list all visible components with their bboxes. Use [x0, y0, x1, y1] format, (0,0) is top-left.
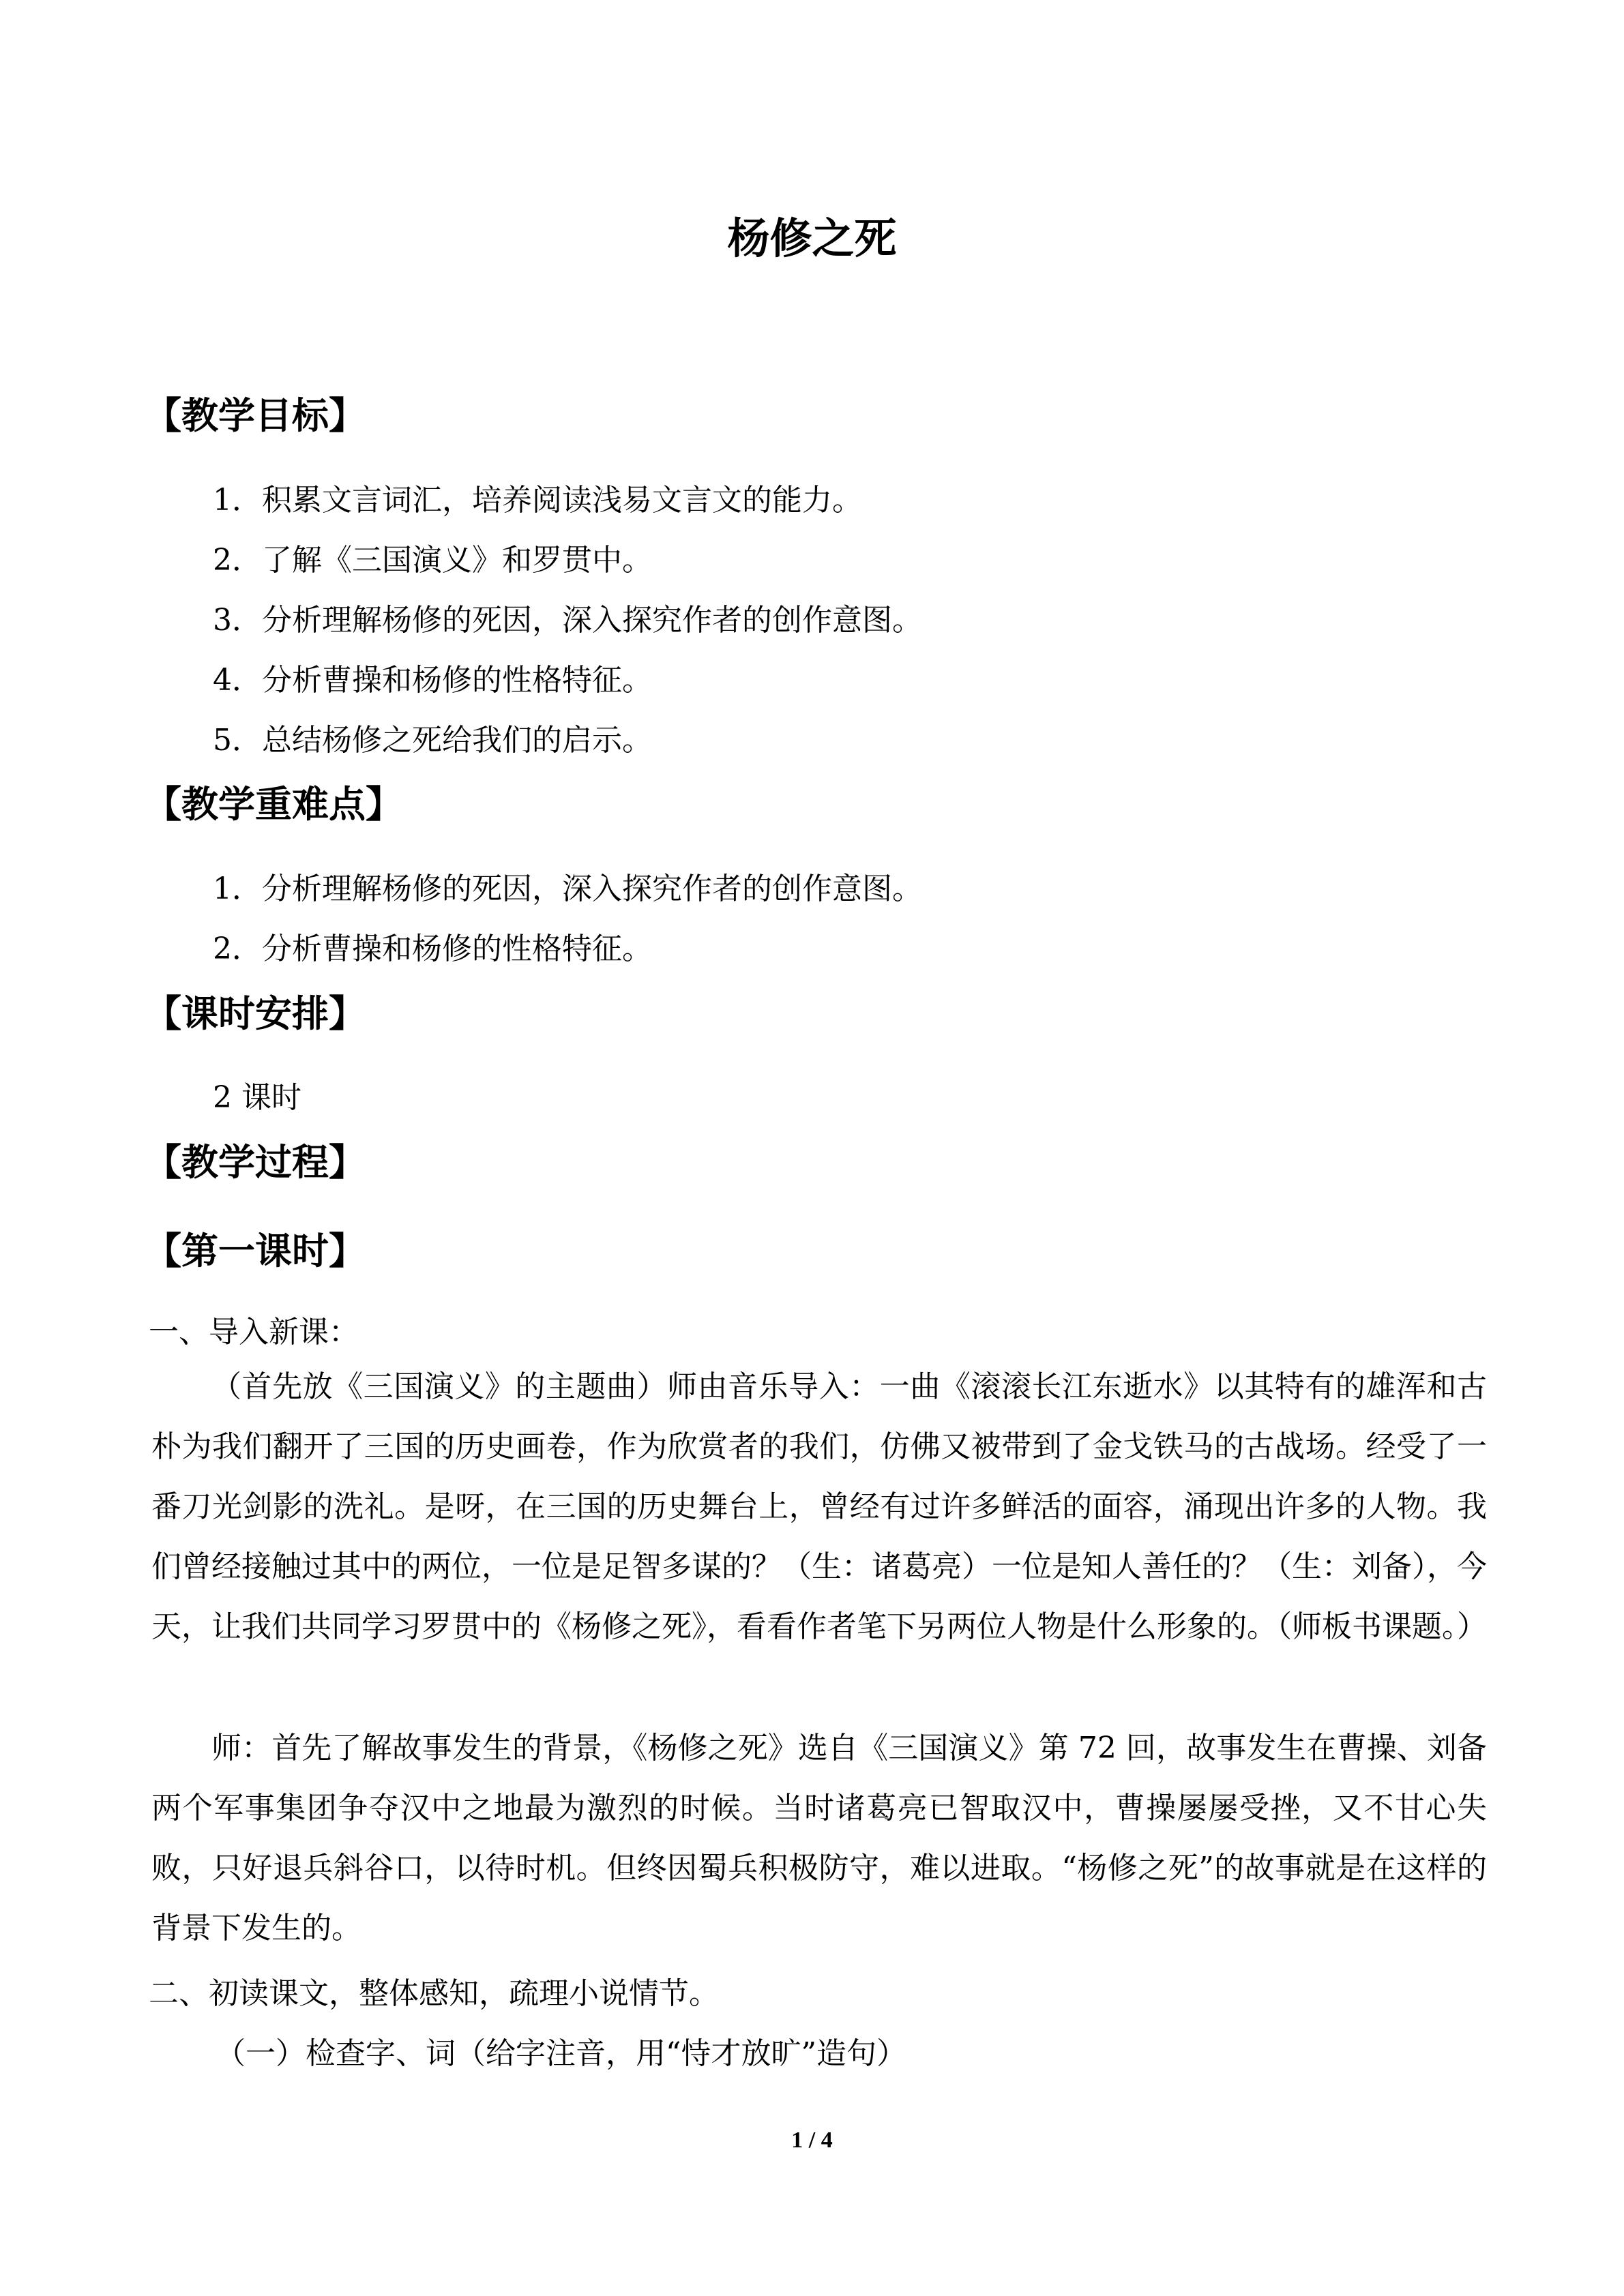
lesson1-heading: 【第一课时】 — [145, 1229, 366, 1272]
page-title: 杨修之死 — [727, 213, 897, 263]
part1-title: 一、导入新课： — [149, 1315, 359, 1350]
objective-item-5: 5．总结杨修之死给我们的启示。 — [213, 723, 652, 758]
objectives-heading: 【教学目标】 — [145, 394, 366, 437]
key-point-item-2: 2．分析曹操和杨修的性格特征。 — [213, 931, 652, 966]
part2-title: 二、初读课文，整体感知，疏理小说情节。 — [149, 1976, 719, 2011]
schedule-text: 2 课时 — [213, 1080, 301, 1115]
sub-step-1: （一）检查字、词（给字注音，用“恃才放旷”造句） — [216, 2036, 906, 2071]
objective-item-3: 3．分析理解杨修的死因，深入探究作者的创作意图。 — [213, 603, 922, 638]
objective-item-2: 2．了解《三国演义》和罗贯中。 — [213, 543, 652, 578]
page-number: 1 / 4 — [791, 2128, 833, 2153]
process-heading: 【教学过程】 — [145, 1141, 366, 1184]
key-point-item-1: 1．分析理解杨修的死因，深入探究作者的创作意图。 — [213, 871, 922, 906]
key-points-heading: 【教学重难点】 — [145, 783, 402, 826]
objective-item-1: 1．积累文言词汇，培养阅读浅易文言文的能力。 — [213, 483, 862, 518]
background-paragraph: 师：首先了解故事发生的背景，《杨修之死》选自《三国演义》第 72 回，故事发生在曹操、刘备两个军事集团争夺汉中之地最为激烈的时候。当时诸葛亮已智取汉中，曹操屡屡受挫，又不甘心失败，只好退兵斜谷口，以待时机。但终因蜀兵积极防守，难以进取。“杨修之死”的故事就是在这样的背景下发生的。 — [151, 1731, 1487, 1945]
objective-item-4: 4．分析曹操和杨修的性格特征。 — [213, 663, 652, 698]
intro-paragraph: （首先放《三国演义》的主题曲）师由音乐导入：一曲《滚滚长江东逝水》以其特有的雄浑和古朴为我们翻开了三国的历史画卷，作为欣赏者的我们，仿佛又被带到了金戈铁马的古战场。经受了一番刀光剑影的洗礼。是呀，在三国的历史舞台上，曾经有过许多鲜活的面容，涌现出许多的人物。我们曾经接触过其中的两位，一位是足智多谋的？（生：诸葛亮）一位是知人善任的？（生：刘备），今天，让我们共同学习罗贯中的《杨修之死》，看看作者笔下另两位人物是什么形象的。（师板书课题。） — [151, 1369, 1487, 1644]
schedule-heading: 【课时安排】 — [145, 992, 366, 1035]
